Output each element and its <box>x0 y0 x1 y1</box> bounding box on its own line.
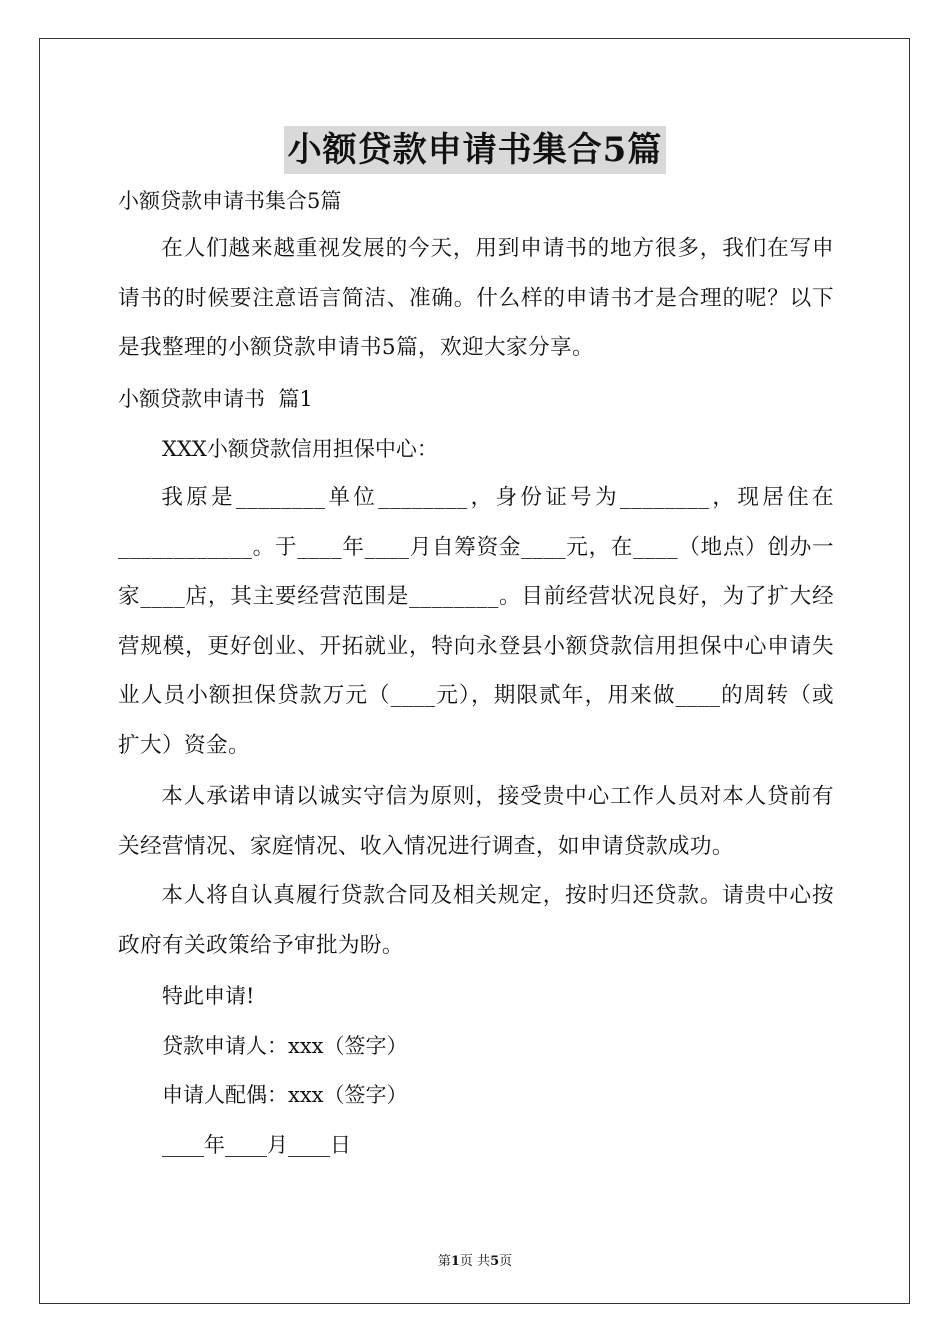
footer-mid: 页 共 <box>459 1254 491 1269</box>
intro-paragraph: 在人们越来越重视发展的今天，用到申请书的地方很多，我们在写申请书的时候要注意语言简洁、准确。什么样的申请书才是合理的呢？以下是我整理的小额贷款申请书5篇，欢迎大家分享。 <box>118 236 834 360</box>
document-title-wrap <box>0 126 950 174</box>
footer-suffix: 页 <box>499 1254 513 1269</box>
document-title: 小额贷款申请书集合5篇 <box>284 126 667 174</box>
closing-line: 特此申请! <box>162 984 255 1008</box>
page-footer <box>0 1250 950 1269</box>
body-paragraph-1: 我原是________单位________，身份证号为________，现居住在____________。于____年____月自筹资金____元，在____（地点）创办一家____店，其主要经营范围是________。目前经营状况良好，为了扩大经营规模，更好创业、开拓就业，特向永登县小额贷款信用担保中心申请失业人员小额担保贷款万元（____元），期限贰年，用来做____的周转（或扩大）资金。 <box>118 485 834 758</box>
footer-prefix: 第 <box>437 1254 451 1269</box>
salutation: XXX小额贷款信用担保中心： <box>162 437 438 461</box>
document-subtitle: 小额贷款申请书集合5篇 <box>118 189 342 213</box>
section-heading: 小额贷款申请书 篇1 <box>118 387 313 411</box>
spouse-signature: 申请人配偶：xxx（签字） <box>162 1083 408 1107</box>
applicant-signature: 贷款申请人：xxx（签字） <box>162 1034 408 1058</box>
date-line: ____年____月____日 <box>162 1133 351 1157</box>
body-paragraph-3: 本人将自认真履行贷款合同及相关规定，按时归还贷款。请贵中心按政府有关政策给予审批为盼。 <box>118 883 834 958</box>
body-paragraph-2: 本人承诺申请以诚实守信为原则，接受贵中心工作人员对本人贷前有关经营情况、家庭情况、收入情况进行调查，如申请贷款成功。 <box>118 784 834 859</box>
footer-page-number: 1 <box>450 1254 460 1269</box>
footer-page-total: 5 <box>490 1254 500 1269</box>
